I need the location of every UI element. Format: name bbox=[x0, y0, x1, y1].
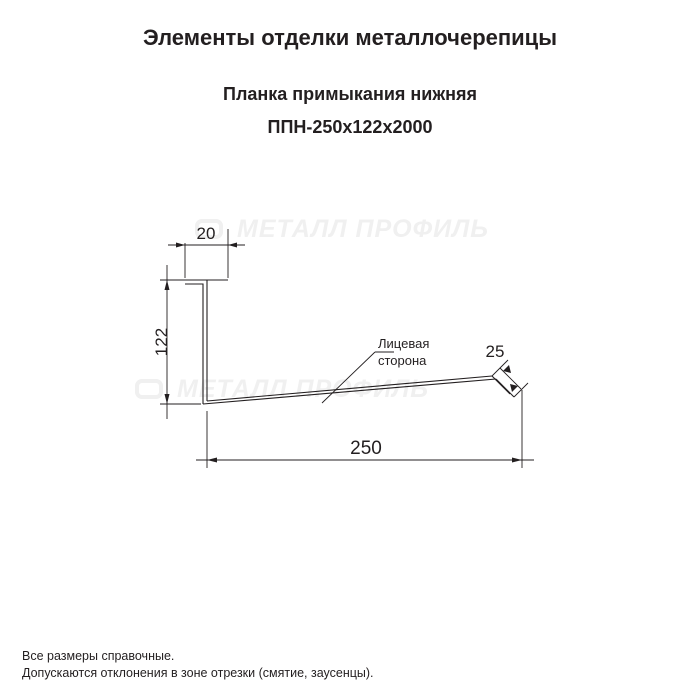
annotation-face-side-line2: сторона bbox=[378, 353, 427, 368]
dimension-label-bottom-width: 250 bbox=[350, 438, 382, 459]
footer-note-1: Все размеры справочные. bbox=[22, 649, 175, 663]
dimension-label-flange: 25 bbox=[485, 342, 505, 361]
product-code: ППН-250х122х2000 bbox=[267, 117, 433, 137]
title-block bbox=[0, 24, 700, 139]
technical-drawing bbox=[0, 185, 700, 505]
watermark-text: МЕТАЛЛ ПРОФИЛЬ bbox=[177, 375, 429, 403]
dimension-label-top-width: 20 bbox=[196, 224, 216, 243]
watermark-text: МЕТАЛЛ ПРОФИЛЬ bbox=[237, 215, 489, 243]
dimension-flange bbox=[492, 360, 528, 397]
footer-notes bbox=[22, 648, 374, 682]
dimension-label-height: 122 bbox=[152, 327, 171, 357]
profile-outline-offset bbox=[185, 284, 514, 404]
footer-note-2: Допускаются отклонения в зоне отрезки (смятие, заусенцы). bbox=[22, 666, 374, 680]
product-name: Планка примыкания нижняя bbox=[223, 84, 477, 104]
page-title: Элементы отделки металлочерепицы bbox=[143, 25, 557, 50]
profile-outline bbox=[185, 280, 510, 401]
annotation-face-side-line1: Лицевая bbox=[378, 336, 430, 351]
